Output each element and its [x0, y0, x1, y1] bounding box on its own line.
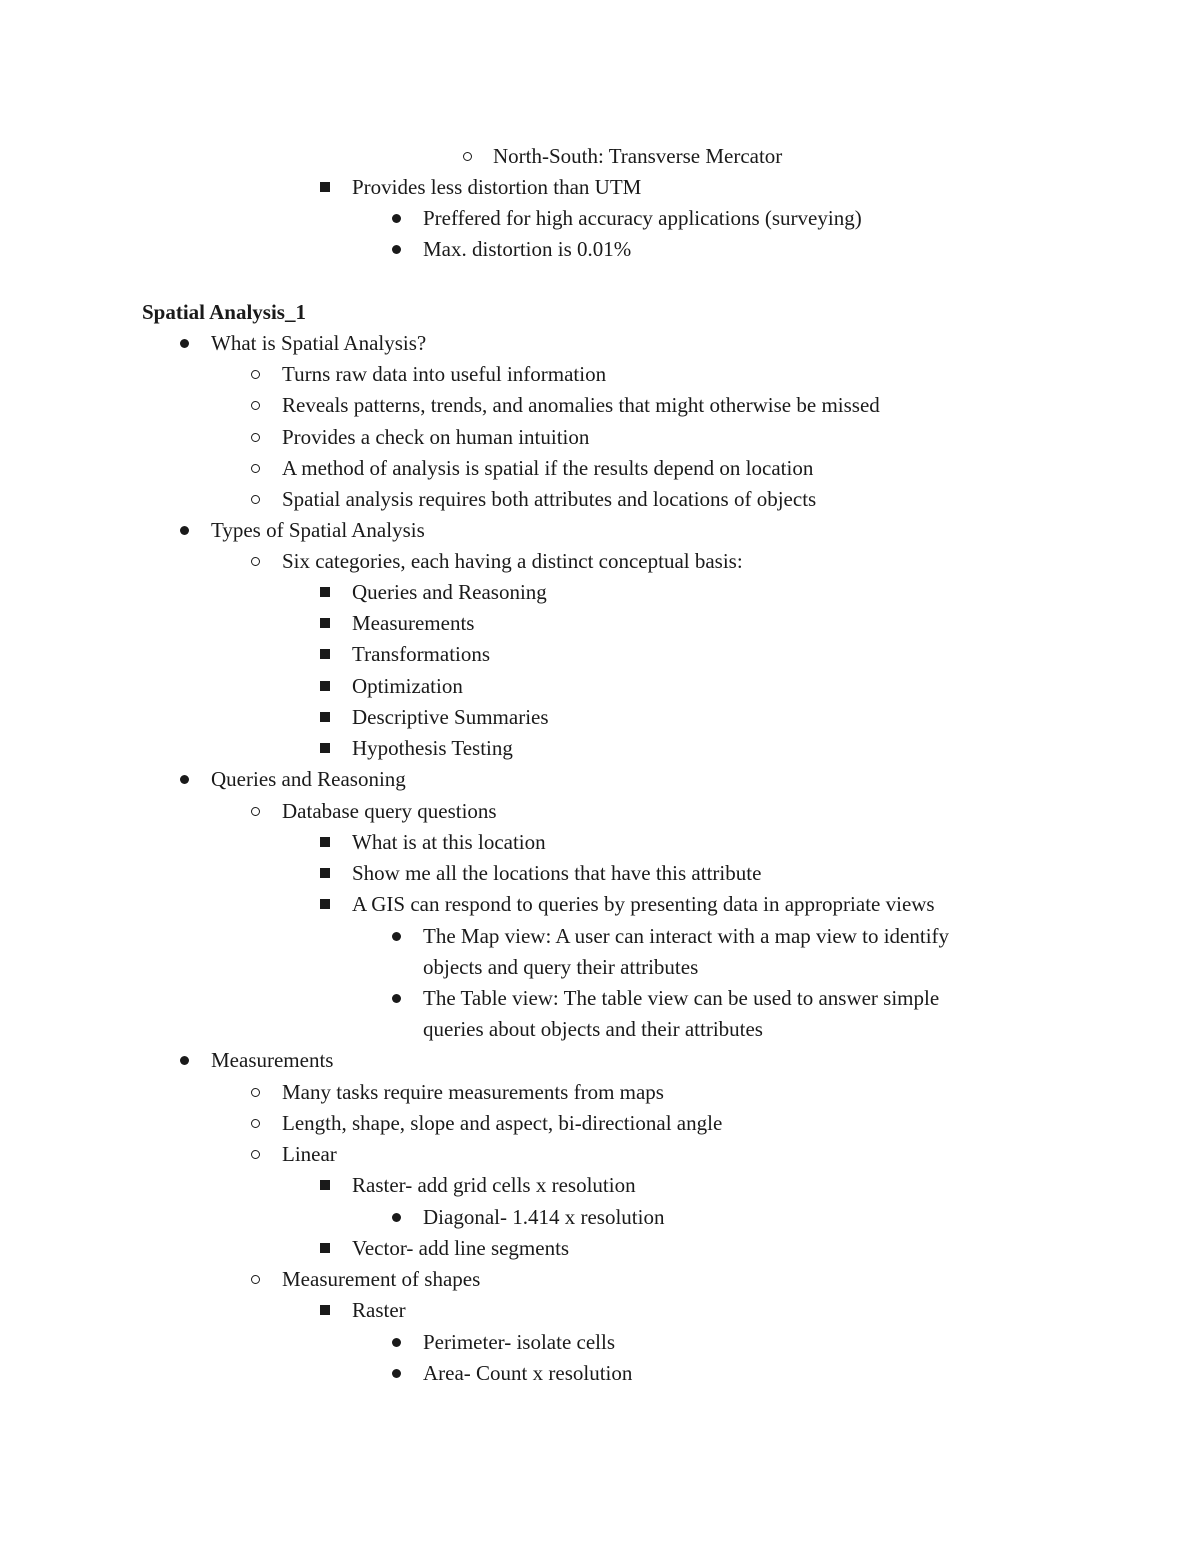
- list-item-text: Diagonal- 1.414 x resolution: [423, 1205, 665, 1229]
- square-bullet-icon: [320, 640, 340, 668]
- list-item-text: Reveals patterns, trends, and anomalies that might otherwise be missed: [282, 393, 880, 417]
- list-item-text: Turns raw data into useful information: [282, 362, 607, 386]
- square-bullet-icon: [320, 1234, 340, 1262]
- square-bullet-icon: [320, 609, 340, 637]
- circle-bullet-icon: [251, 360, 271, 388]
- list-item-text: queries about objects and their attributes: [423, 1017, 763, 1041]
- list-item-text: A method of analysis is spatial if the results depend on location: [282, 456, 814, 480]
- square-bullet-icon: [320, 1296, 340, 1324]
- list-item-text: Measurements: [352, 611, 475, 635]
- list-item-text: A GIS can respond to queries by presenting data in appropriate views: [352, 892, 935, 916]
- list-item-text: Linear: [282, 1142, 337, 1166]
- square-bullet-icon: [320, 890, 340, 918]
- list-item-text: Transformations: [352, 642, 491, 666]
- disc-bullet-icon: [180, 516, 200, 544]
- square-bullet-icon: [320, 672, 340, 700]
- square-bullet-icon: [320, 1171, 340, 1199]
- list-item-text: Optimization: [352, 674, 463, 698]
- square-bullet-icon: [320, 859, 340, 887]
- list-item-text: The Map view: A user can interact with a map view to identify: [423, 924, 950, 948]
- list-item-text: Perimeter- isolate cells: [423, 1330, 616, 1354]
- list-item-text: Hypothesis Testing: [352, 736, 513, 760]
- circle-bullet-icon: [463, 142, 483, 170]
- circle-bullet-icon: [251, 423, 271, 451]
- list-item-text: The Table view: The table view can be used to answer simple: [423, 986, 940, 1010]
- list-item-text: Descriptive Summaries: [352, 705, 549, 729]
- list-item-text: Measurement of shapes: [282, 1267, 481, 1291]
- list-item-text: Provides less distortion than UTM: [352, 175, 642, 199]
- circle-bullet-icon: [251, 797, 271, 825]
- section-heading-text: Spatial Analysis_1: [142, 300, 306, 324]
- list-item-text: Provides a check on human intuition: [282, 425, 590, 449]
- list-item-text: Database query questions: [282, 799, 497, 823]
- square-bullet-icon: [320, 173, 340, 201]
- list-item-text: Measurements: [211, 1048, 334, 1072]
- list-item-text: Types of Spatial Analysis: [211, 518, 425, 542]
- square-bullet-icon: [320, 734, 340, 762]
- list-item-text: Six categories, each having a distinct conceptual basis:: [282, 549, 743, 573]
- circle-bullet-icon: [251, 454, 271, 482]
- disc-bullet-icon: [180, 765, 200, 793]
- square-bullet-icon: [320, 828, 340, 856]
- list-item-text: North-South: Transverse Mercator: [493, 144, 783, 168]
- list-item-text: Preffered for high accuracy applications (surveying): [423, 206, 862, 230]
- disc-bullet-icon: [180, 1046, 200, 1074]
- disc-bullet-icon: [392, 1203, 412, 1231]
- circle-bullet-icon: [251, 485, 271, 513]
- disc-bullet-icon: [392, 922, 412, 950]
- list-item-text: Queries and Reasoning: [352, 580, 547, 604]
- disc-bullet-icon: [392, 1359, 412, 1387]
- list-item-text: Length, shape, slope and aspect, bi-directional angle: [282, 1111, 723, 1135]
- circle-bullet-icon: [251, 391, 271, 419]
- square-bullet-icon: [320, 703, 340, 731]
- list-item-text: Area- Count x resolution: [423, 1361, 633, 1385]
- disc-bullet-icon: [392, 984, 412, 1012]
- disc-bullet-icon: [392, 204, 412, 232]
- list-item-text: Many tasks require measurements from maps: [282, 1080, 664, 1104]
- circle-bullet-icon: [251, 1078, 271, 1106]
- circle-bullet-icon: [251, 1109, 271, 1137]
- disc-bullet-icon: [180, 329, 200, 357]
- list-item-text: objects and query their attributes: [423, 955, 699, 979]
- square-bullet-icon: [320, 578, 340, 606]
- circle-bullet-icon: [251, 1140, 271, 1168]
- list-item-text: What is at this location: [352, 830, 546, 854]
- list-item-text: What is Spatial Analysis?: [211, 331, 427, 355]
- circle-bullet-icon: [251, 547, 271, 575]
- list-item-text: Queries and Reasoning: [211, 767, 406, 791]
- list-item-text: Max. distortion is 0.01%: [423, 237, 632, 261]
- disc-bullet-icon: [392, 1328, 412, 1356]
- list-item-text: Spatial analysis requires both attributes and locations of objects: [282, 487, 817, 511]
- circle-bullet-icon: [251, 1265, 271, 1293]
- list-item-text: Vector- add line segments: [352, 1236, 570, 1260]
- disc-bullet-icon: [392, 235, 412, 263]
- list-item-text: Raster: [352, 1298, 406, 1322]
- list-item-text: Show me all the locations that have this attribute: [352, 861, 762, 885]
- list-item-text: Raster- add grid cells x resolution: [352, 1173, 636, 1197]
